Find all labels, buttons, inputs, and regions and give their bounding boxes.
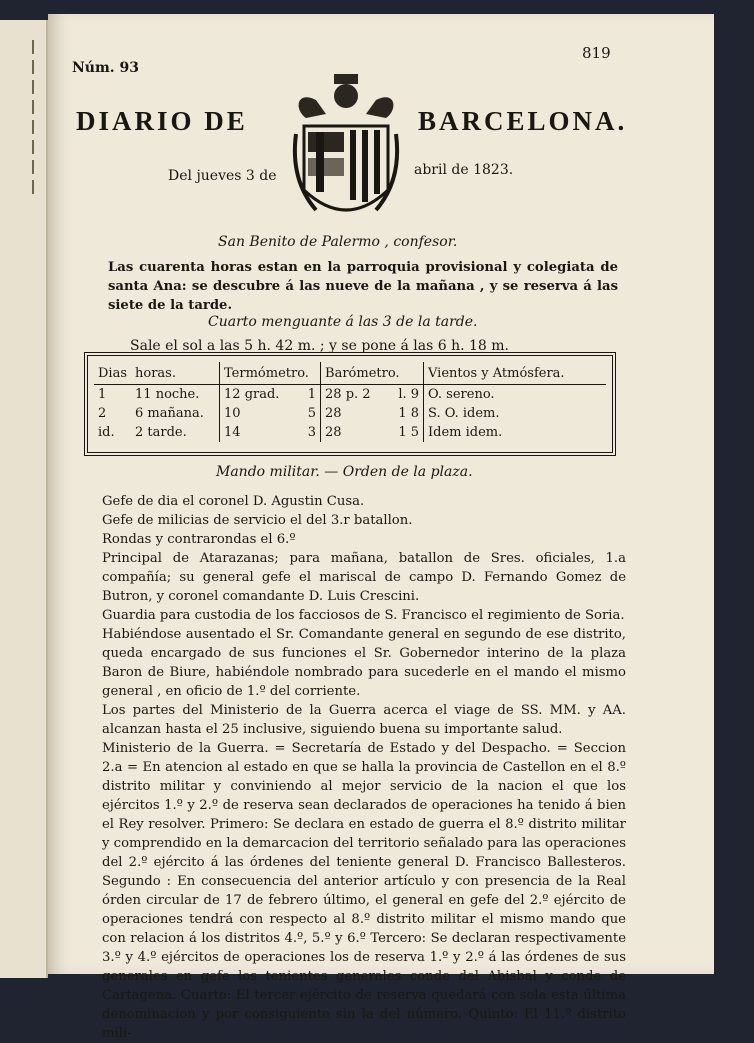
weather-table [94,362,606,442]
col-header-barometer: Barómetro. [321,362,424,385]
col-header-winds: Vientos y Atmósfera. [424,362,606,385]
order-paragraph: Gefe de milicias de servicio el del 3.r batallon. [102,513,413,528]
weather-baro: 28 [325,406,342,421]
weather-hour: 2 tarde. [135,425,187,440]
col-header-thermometer: Termómetro. [220,362,321,385]
weather-temp-frac: 1 [307,387,317,402]
facing-page-edge [0,20,48,978]
weather-hour: 11 noche. [135,387,200,402]
weather-hour: 6 mañana. [135,406,204,421]
weather-baro-lines: 1 8 [398,406,420,421]
military-orders-body [102,492,626,1043]
weather-baro-lines: l. 9 [398,387,420,402]
weather-day: 2 [98,406,107,421]
weather-day: 1 [98,387,107,402]
coat-of-arms-emblem [286,70,406,230]
weather-table-frame [84,352,616,456]
page-number: 819 [582,44,611,62]
order-paragraph: Ministerio de la Guerra. = Secretaría de Estado y del Despacho. = Seccion 2.a = En atencion al estado en que se halla la provincia de Castellon en el 8.º distrito militar y conviniendo al mejor servicio de la nacion el que los ejércitos 1.º y 2.º de reserva sean declarados de operaciones ha tenido á bien el Rey resolver. Primero: Se declara en estado de guerra el 8.º distrito militar y comprendido en la demarcacion del territorio señalado para las operaciones del 2.º ejército á las órdenes del teniente general D. Francisco Ballesteros. Segundo : En consecuencia del anterior artículo y con presencia de la Real órden circular de 17 de febrero último, el general en gefe del 2.º ejército de operaciones tendrá con respecto al 8.º distrito militar el mismo mando que con relacion á los distritos 4.º, 5.º y 6.º Tercero: Se declaran respectivamente 3.º y 4.º ejércitos de operaciones los de reserva 1.º y 2.º á las órdenes de sus generales en gefe los tenientes generales conde del Abisbal y conde de Cartagena. Cuarto: El tercer ejército de reserva quedará con sola esta última denominacion y por consiguiente sin la del número. Quinto: El 11.º distrito mili- [102,741,626,1041]
newspaper-page [48,14,714,1041]
weather-baro-lines: 1 5 [398,425,420,440]
weather-temp-frac: 5 [307,406,317,421]
order-paragraph: Rondas y contrarondas el 6.º [102,532,296,547]
date-year: abril de 1823. [414,162,514,178]
order-paragraph: Principal de Atarazanas; para mañana, batallon de Sres. oficiales, 1.a compañía; su general gefe el mariscal de campo D. Fernando Gomez de Butron, y coronel comandante D. Luis Crescini. [102,551,626,604]
weather-temp: 12 grad. [224,387,280,402]
order-paragraph: Guardia para custodia de los facciosos de S. Francisco el regimiento de Soria. [102,608,625,623]
weather-baro: 28 [325,425,342,440]
moon-phase: Cuarto menguante á las 3 de la tarde. [208,314,478,330]
date-weekday: Del jueves 3 de [168,168,277,184]
weather-day: id. [98,425,115,440]
saint-of-day: San Benito de Palermo , confesor. [218,234,458,250]
weather-temp-frac: 3 [307,425,317,440]
weather-temp: 14 [224,425,241,440]
facing-page-text-fragments [32,40,40,200]
col-header-days: Dias [94,362,131,385]
weather-wind: Idem idem. [424,423,606,442]
weather-row [94,404,606,423]
sun-times: Sale el sol a las 5 h. 42 m. ; y se pone á las 6 h. 18 m. [130,338,509,354]
col-header-hours: horas. [131,362,220,385]
masthead-left: DIARIO DE [76,106,248,136]
order-paragraph: Los partes del Ministerio de la Guerra acerca el viage de SS. MM. y AA. alcanzan hasta el 25 inclusive, siguiendo buena su importante salud. [102,703,626,737]
order-paragraph: Gefe de dia el coronel D. Agustin Cusa. [102,494,365,509]
weather-row [94,385,606,405]
weather-baro: 28 p. 2 [325,387,371,402]
order-paragraph: Habiéndose ausentado el Sr. Comandante general en segundo de ese distrito, queda encargado de sus funciones el Sr. Gobernedor interino de la plaza Baron de Biure, habiéndole nombrado para sucederle en el mando el mismo general , en oficio de 1.º del corriente. [102,627,626,699]
issue-number: Núm. 93 [72,60,140,76]
weather-wind: O. sereno. [424,385,606,405]
masthead-right: BARCELONA. [418,106,628,136]
weather-wind: S. O. idem. [424,404,606,423]
weather-row [94,423,606,442]
military-section-heading: Mando militar. — Orden de la plaza. [216,464,473,480]
forty-hours-notice: Las cuarenta horas estan en la parroquia provisional y colegiata de santa Ana: se descubre á las nueve de la mañana , y se reserva á las siete de la tarde. [108,260,618,313]
weather-temp: 10 [224,406,241,421]
